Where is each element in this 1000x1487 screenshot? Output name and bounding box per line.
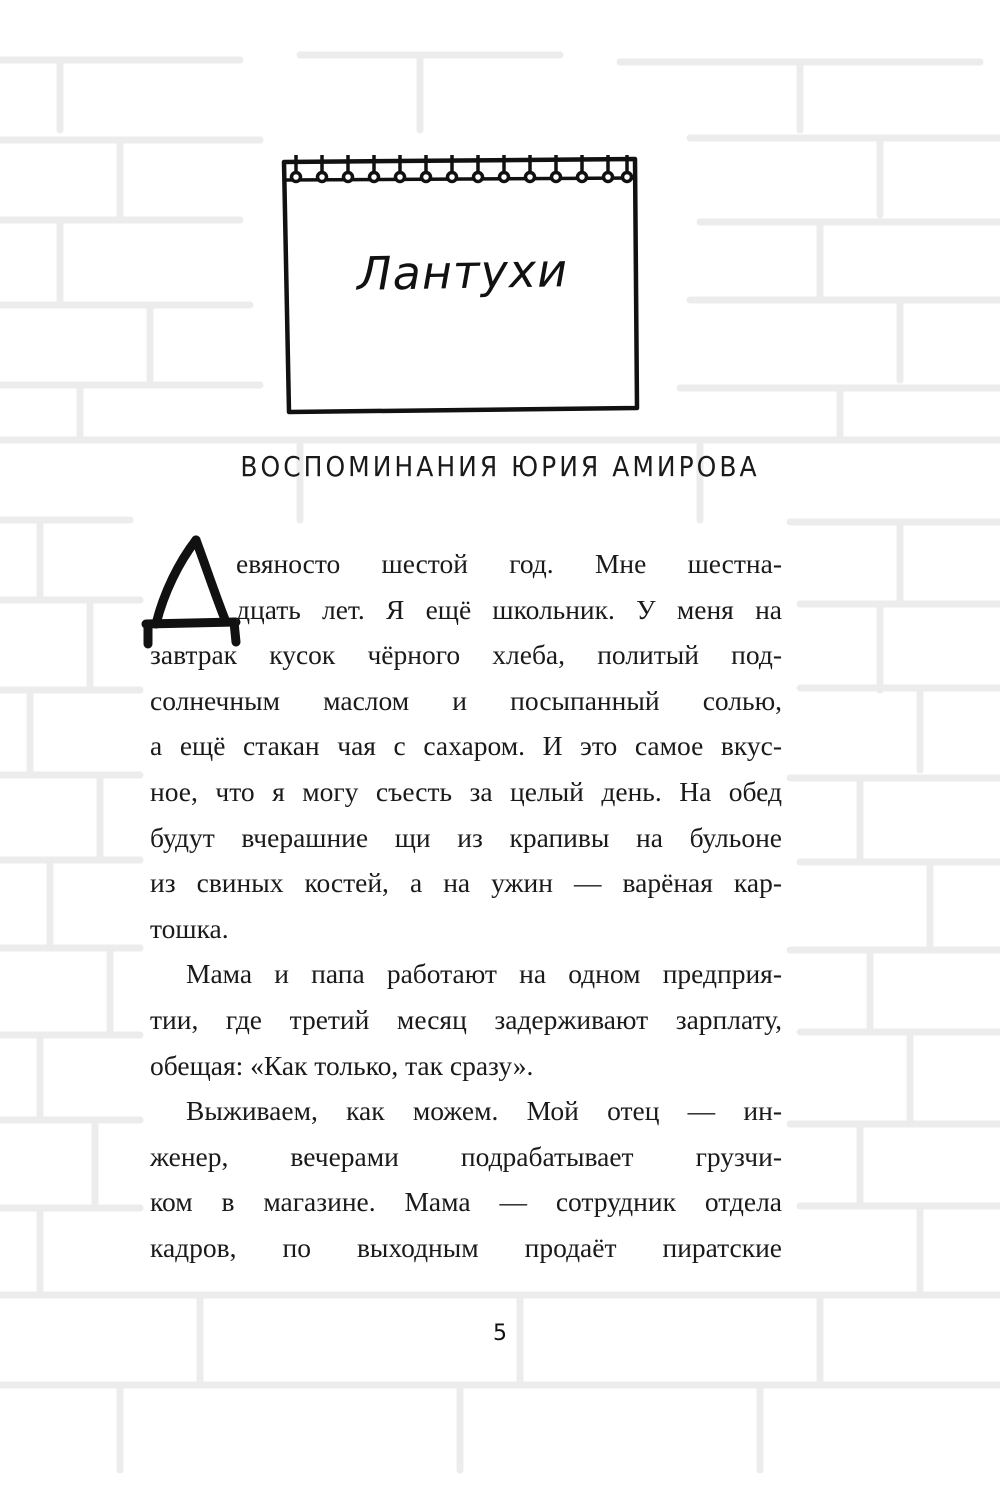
text-line: завтрак кусок чёрного хлеба, политый под- — [150, 639, 782, 671]
chapter-subtitle: ВОСПОМИНАНИЯ ЮРИЯ АМИРОВА — [240, 450, 760, 483]
chapter-title: Лантухи — [356, 243, 569, 301]
text-line: Выживаем, как можем. Мой отец — ин- — [186, 1095, 782, 1127]
text-line: женер, вечерами подрабатывает грузчи- — [150, 1140, 782, 1172]
text-line: будут вчерашние щи из крапивы на бульоне — [150, 821, 782, 853]
text-line: солнечным маслом и посыпанный солью, — [150, 684, 782, 716]
text-line: тошка. — [150, 912, 229, 944]
text-line: ное, что я могу съесть за целый день. На обед — [150, 775, 782, 807]
text-line: кадров, по выходным продаёт пиратские — [150, 1231, 782, 1263]
text-line: из свиных костей, а на ужин — варёная кар- — [150, 867, 782, 899]
body-text — [150, 541, 782, 1271]
text-line: евяносто шестой год. Мне шестна- — [236, 548, 782, 579]
text-line: обещая: «Как только, так сразу». — [150, 1049, 534, 1081]
text-line: дцать лет. Я ещё школьник. У меня на — [236, 593, 782, 625]
text-line: тии, где третий месяц задерживают зарплату, — [150, 1003, 782, 1035]
text-line: а ещё стакан чая с сахаром. И это самое вкус- — [150, 730, 782, 762]
text-line: ком в магазине. Мама — сотрудник отдела — [150, 1186, 782, 1218]
text-line: Мама и папа работают на одном предприя- — [186, 958, 782, 990]
page-number: 5 — [493, 1321, 507, 1346]
